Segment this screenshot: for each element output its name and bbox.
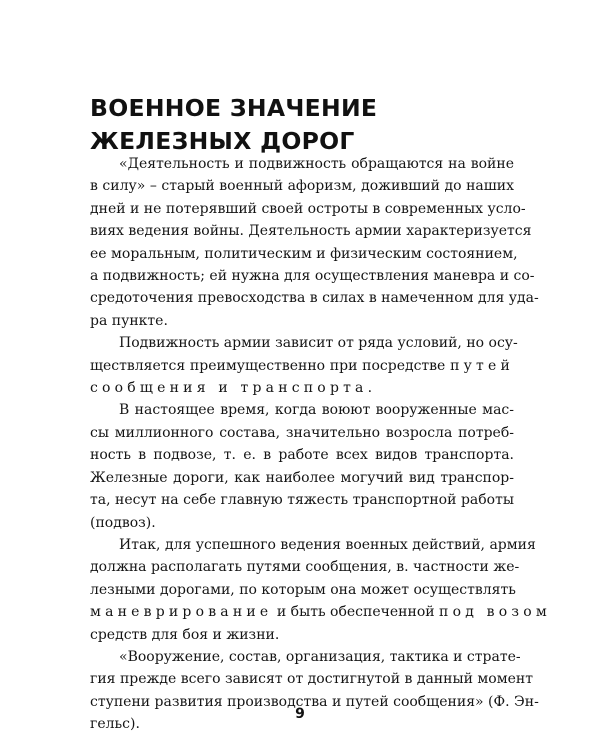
text-line: гельс). [90,716,140,733]
paragraph-1 [90,153,539,332]
spaced-emphasis: путей [450,357,515,374]
text-line: ступени развития производства и путей сообщения» (Ф. Эн- [90,693,539,710]
text-line: ность в подвозе, т. е. в работе всех видов транспорта. [90,447,514,464]
text-line: та, несут на себе главную тяжесть транспортной работы [90,492,514,509]
text-line: ее моральным, политическим и физическим состоянием, [90,245,518,262]
text-fragment: и быть обеспеченной [276,604,435,621]
paragraph-4 [90,534,551,646]
spaced-emphasis: сообщения и транспорта. [90,380,377,397]
text-line: а подвижность; ей нужна для осуществления маневра и со- [90,268,535,285]
text-line: дней и не потерявший своей остроты в современных усло- [90,200,526,217]
text-line: В настоящее время, когда воюют вооруженные мас- [119,402,514,419]
text-line: Подвижность армии зависит от ряда условий, но осу- [119,335,518,352]
text-line: «Деятельность и подвижность обращаются на войне [119,156,514,172]
text-line: «Вооружение, состав, организация, тактика и страте- [119,648,521,665]
chapter-title-line-2: ЖЕЛЕЗНЫХ ДОРОГ [90,127,355,155]
body-text [90,153,551,736]
text-line: ра пункте. [90,312,168,329]
text-line: средств для боя и жизни. [90,626,280,643]
text-line: виях ведения войны. Деятельность армии характеризуется [90,223,532,240]
text-fragment: ществляется преимущественно при посредстве [90,357,446,374]
text-line: Итак, для успешного ведения военных действий, армия [119,536,536,553]
chapter-title-line-1: ВОЕННОЕ ЗНАЧЕНИЕ [90,94,378,122]
text-line [90,601,551,623]
paragraph-3 [90,399,514,533]
text-line: средоточения превосходства в силах в намеченном для уда- [90,290,539,307]
text-line: Железные дороги, как наиболее могучий вид транспор- [90,469,514,486]
text-line: в силу» – старый военный афоризм, доживший до наших [90,178,514,195]
chapter-title [90,92,510,158]
text-line: лезными дорогами, по которым она может осуществлять [90,581,516,598]
text-line: должна располагать путями сообщения, в. частности же- [90,559,520,576]
text-line: (подвоз). [90,514,156,531]
spaced-emphasis: маневрирование [90,604,273,621]
paragraph-2 [90,332,518,399]
text-line: сы миллионного состава, значительно возросла потреб- [90,424,514,441]
spaced-emphasis: под возом [439,604,551,621]
text-line [90,355,514,377]
text-line: гия прежде всего зависят от достигнутой в данный момент [90,671,533,688]
paragraph-5 [90,646,539,736]
page-number: 9 [295,706,305,722]
